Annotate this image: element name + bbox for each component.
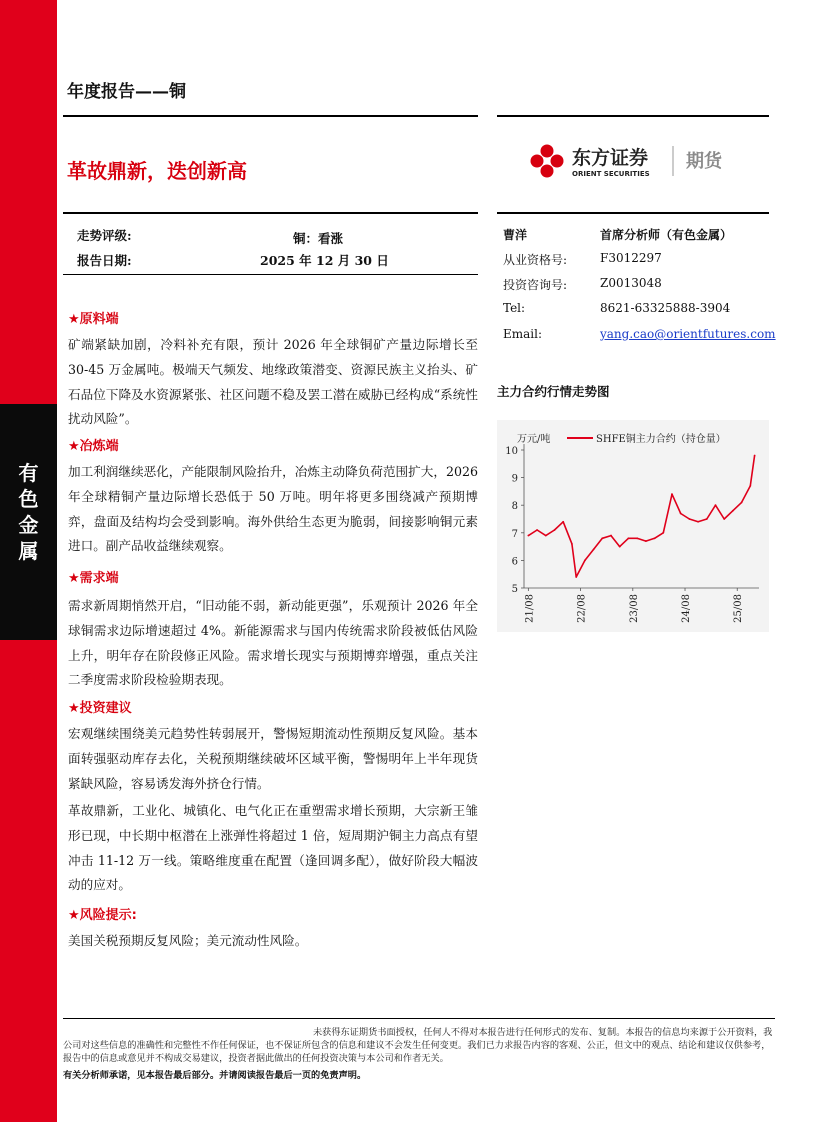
chart-title: 主力合约行情走势图 [497,384,610,399]
section-heading-advice: ★投资建议 [68,701,132,716]
sector-char: 金 [18,513,39,537]
series-point [536,529,538,531]
section-heading-smelting: ★冶炼端 [68,439,119,454]
logo-en: ORIENT SECURITIES [572,170,650,178]
section-para-smelting: 加工利润继续恶化，产能限制风险抬升，冶炼主动降负荷范围扩大，2026 年全球精铜产量边际增长恐低于 50 万吨。明年将更多围绕减产预期博弈，盘面及结构均会受到影响。海外供给生态更为脆弱，间接影响铜元素进口。副产品收益继续观察。 [68,464,478,554]
y-tick-label: 9 [511,473,518,485]
company-logo [528,142,763,182]
tel-label: Tel: [503,301,526,315]
meta-rule-left [63,212,478,214]
series-point [601,537,603,539]
series-point [562,521,564,523]
series-point [671,493,673,495]
section-para-advice-1: 宏观继续围绕美元趋势性转弱展开，警惕短期流动性预期反复风险。基本面转强驱动库存去化，关税预期继续破坏区域平衡，警惕明年上半年现货紧缺风险，容易诱发海外挤仓行情。 [68,726,478,791]
logo-cn: 东方证券 [572,147,649,169]
sector-label [0,460,57,564]
series-point [645,540,647,542]
trend-value: 铜：看涨 [293,231,344,246]
series-line [528,456,754,578]
cert-label: 从业资格号: [503,253,568,267]
footer-rule [63,1018,775,1019]
meta-rule-right [497,212,769,214]
price-chart-svg [497,420,769,632]
section-para-raw: 矿端紧缺加剧，冷料补充有限，预计 2026 年全球铜矿产量边际增长至 30-45 万金属吨。极端天气频发、地缘政策潜变、资源民族主义抬头、矿石品位下降及水资源紧张、社区问题不稳及罢工潜在威胁已经构成“系统性扰动风险”。 [68,337,478,427]
section-para-demand: 需求新周期悄然开启，“旧动能不弱，新动能更强”，乐观预计 2026 年全球铜需求边际增速超过 4%。新能源需求与国内传统需求阶段被低估风险上升，明年存在阶段修正风险。需求增长现实与预期博弈增强，重点关注二季度需求阶段检验期表现。 [68,598,478,688]
orient-logo-icon [528,142,763,182]
y-tick-label: 6 [511,556,518,568]
series-point [593,548,595,550]
series-point [741,502,743,504]
x-tick-label: 23/08 [628,594,640,623]
footer-disclaimer: 未获得东证期货书面授权，任何人不得对本报告进行任何形式的发布、复制。本报告的信息均来源于公开资料，我公司对这些信息的准确性和完整性不作任何保证，也不保证所包含的信息和建议不会发生任何变更。我们已力求报告内容的客观、公正，但文中的观点、结论和建议仅供参考，报告中的信息或意见并不构成交易建议，投资者据此做出的任何投资决策与本公司和作者无关。 [63,1027,773,1064]
series-point [732,510,734,512]
cert-value: F3012297 [600,251,662,265]
section-heading-demand: ★需求端 [68,571,119,586]
y-tick-label: 8 [511,501,518,513]
series-point [545,535,547,537]
sector-char: 有 [18,461,39,485]
series-point [628,537,630,539]
series-point [636,537,638,539]
logo-suffix: 期货 [686,151,722,172]
legend-label: SHFE铜主力合约（持仓量） [596,434,726,445]
sector-char: 色 [18,487,39,511]
series-point [619,546,621,548]
y-tick-label: 5 [511,584,518,595]
section-para-risk: 美国关税预期反复风险；美元流动性风险。 [68,933,308,948]
analyst-title: 首席分析师（有色金属） [600,228,733,242]
series-point [527,535,529,537]
series-point [749,485,751,487]
series-point [575,576,577,578]
email-label: Email: [503,327,543,341]
series-point [754,455,756,457]
y-tick-label: 7 [511,528,518,540]
series-point [688,518,690,520]
section-heading-raw: ★原料端 [68,312,119,327]
y-tick-label: 10 [505,446,518,457]
series-point [680,513,682,515]
chart-unit-label: 万元/吨 [517,434,551,445]
date-value: 2025 年 12 月 30 日 [260,253,389,268]
footer-note: 有关分析师承诺，见本报告最后部分。并请阅读报告最后一页的免责声明。 [63,1070,367,1081]
series-point [554,529,556,531]
series-point [715,504,717,506]
header-rule-left [63,115,478,117]
header-rule-right [497,115,769,117]
x-tick-label: 22/08 [576,594,588,623]
analyst-name: 曹洋 [503,228,528,242]
section-para-advice-2: 革故鼎新，工业化、城镇化、电气化正在重塑需求增长预期，大宗新王雏形已现，中长期中枢潜在上涨弹性将超过 1 倍，短周期沪铜主力高点有望冲击 11-12 万一线。策略维度重在配置（逢回调多配），做好阶段大幅波动的应对。 [68,803,478,893]
series-point [571,543,573,545]
x-tick-label: 25/08 [733,594,745,623]
meta-divider [63,274,478,275]
series-point [706,518,708,520]
sector-char: 属 [18,539,39,563]
date-label: 报告日期: [77,253,132,268]
tel-value: 8621-63325888-3904 [600,301,731,315]
price-chart [497,420,769,632]
series-point [723,518,725,520]
x-tick-label: 24/08 [681,594,693,623]
series-point [610,535,612,537]
series-point [584,560,586,562]
doc-type: 年度报告——铜 [67,82,186,102]
consult-label: 投资咨询号: [503,278,568,292]
email-link[interactable]: yang.cao@orientfutures.com [600,327,776,341]
section-heading-risk: ★风险提示: [68,908,137,923]
series-point [697,521,699,523]
trend-label: 走势评级: [77,228,132,243]
series-point [654,537,656,539]
headline: 革故鼎新，迭创新高 [67,159,247,183]
series-point [662,532,664,534]
consult-value: Z0013048 [600,276,662,290]
x-tick-label: 21/08 [524,594,536,623]
